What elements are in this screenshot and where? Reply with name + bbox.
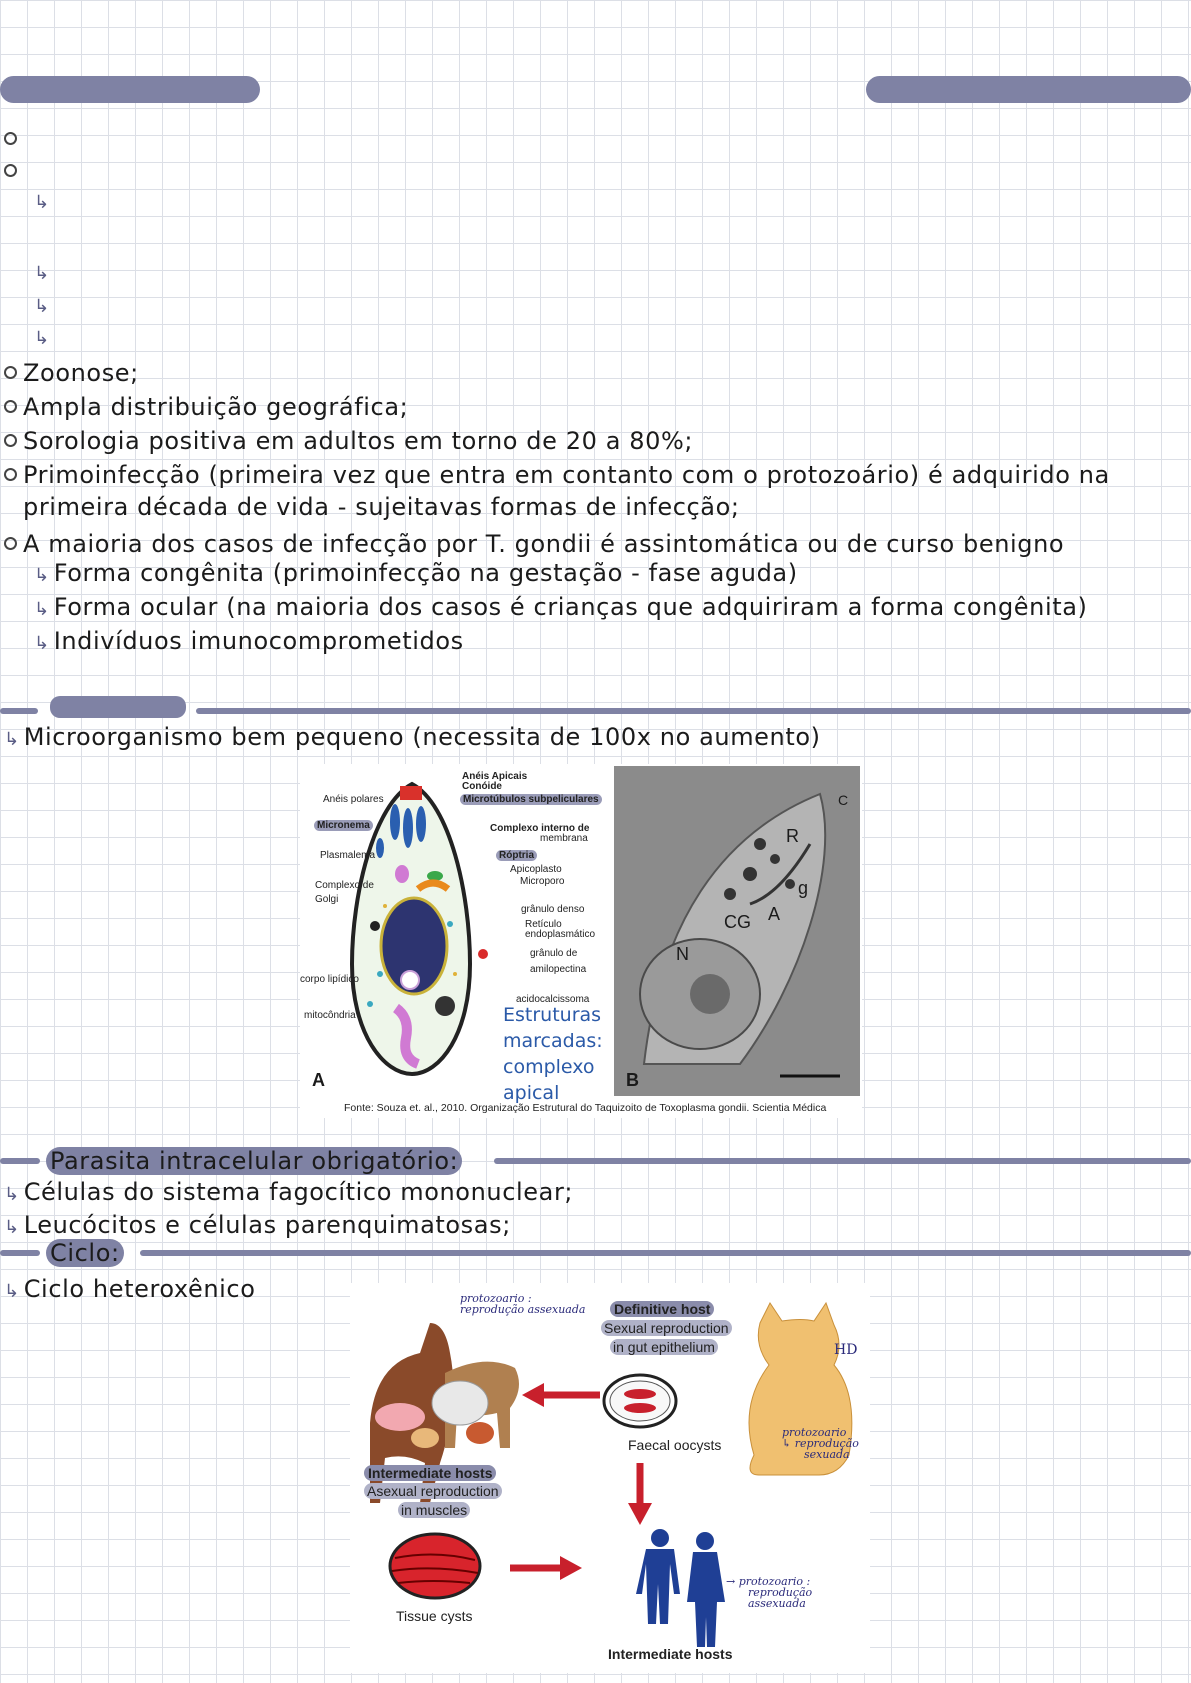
fig-label: Retículo endoplasmático [525,919,596,940]
fig-label: Complexo interno de membrana [490,823,590,844]
fig-label: grânulo de amilopectina [530,948,587,975]
intro-item: Ampla distribuição geográfica; [4,392,408,422]
header-tag-left [0,76,260,103]
micro-label: R [786,826,799,846]
micro-label: g [798,878,809,898]
fig-label: Apicoplasto [510,864,562,875]
note-protozoario-top: protozoario : reprodução assexuada [460,1292,586,1316]
note-protozoario-cat: protozoario ↳ reprodução sexuada [782,1426,859,1461]
fig-label: mitocôndria [304,1010,356,1021]
fig-label: corpo lipídico [300,974,359,985]
fig-label: acidocalcissoma [516,994,590,1005]
intermediate-hosts-sub: in muscles [398,1502,470,1518]
intro-item: Zoonose; [4,358,139,388]
note-hd: HD [834,1342,858,1358]
panel-b-label: B [626,1070,639,1090]
section-divider [0,1250,40,1256]
fig-label: Anéis Apicais Conóide [462,771,528,792]
micro-label: C [838,792,849,808]
figure-note: Estruturas marcadas: complexo apical [503,1004,603,1104]
intro-item: Sorologia positiva em adultos em torno de 20 a 80%; [4,426,693,456]
fig-label: Plasmalema [320,850,376,861]
parasite-item: ↳ Leucócitos e células parenquimatosas; [4,1211,511,1239]
morphology-figure [300,764,862,1118]
section-divider [140,1250,1191,1256]
tissue-cysts-label: Tissue cysts [396,1608,473,1624]
section-divider [196,708,1191,714]
micro-label: CG [724,912,751,932]
intro-item: A maioria dos casos de infecção por T. gondii é assintomática ou de curso benigno [4,529,1064,559]
cycle-heading: Ciclo: [46,1238,124,1268]
fig-label: Microporo [520,876,565,887]
panel-a-label: A [312,1070,325,1090]
definitive-host-title: Definitive host [610,1301,714,1317]
intermediate-hosts-sub: Asexual reproduction [364,1483,502,1499]
fig-label: Golgi [315,894,339,905]
bottom-intermediate-label: Intermediate hosts [608,1646,733,1662]
fig-label: Complexo de [315,880,374,891]
intro-item: Primoinfecção (primeira vez que entra em contanto com o protozoário) é adquirido na [4,460,1110,490]
section-divider [0,708,38,714]
life-cycle-figure [350,1283,870,1673]
micro-label: A [768,904,781,924]
intermediate-hosts-title: Intermediate hosts [364,1465,496,1481]
scribbled-heading [50,696,186,718]
fig-label: Micronema [314,820,373,831]
parasite-heading: Parasita intracelular obrigatório: [46,1146,462,1176]
fig-label: Anéis polares [323,794,384,805]
parasite-item: ↳ Células do sistema fagocítico mononuclear; [4,1178,574,1206]
section-divider [494,1158,1191,1164]
fig-label: Microtúbulos subpeliculares [460,794,602,805]
definitive-host-sub: Sexual reproduction [601,1320,732,1336]
faecal-oocysts-label: Faecal oocysts [628,1437,722,1453]
note-protozoario-human: → protozoario : reprodução assexuada [726,1575,813,1610]
intro-item-continued: primeira década de vida - sujeitavas formas de infecção; [23,493,740,521]
fig-label: grânulo denso [521,904,585,915]
header-tag-right [866,76,1191,103]
cycle-line: ↳ Ciclo heteroxênico [4,1275,256,1303]
section-divider [0,1158,40,1164]
intro-sub-item: ↳ Forma ocular (na maioria dos casos é crianças que adquiriram a forma congênita) [34,593,1088,621]
definitive-host-sub: in gut epithelium [610,1339,718,1355]
intro-sub-item: ↳ Forma congênita (primoinfecção na gestação - fase aguda) [34,559,798,587]
fig-label: Róptria [496,850,537,861]
micro-label: N [676,944,689,964]
morphology-line: ↳ Microorganismo bem pequeno (necessita de 100x no aumento) [4,723,821,751]
figure-source: Fonte: Souza et. al., 2010. Organização Estrutural do Taquizoito de Toxoplasma gondii. Scientia Médica [344,1102,827,1114]
intro-sub-item: ↳ Indivíduos imunocomprometidos [34,627,464,655]
